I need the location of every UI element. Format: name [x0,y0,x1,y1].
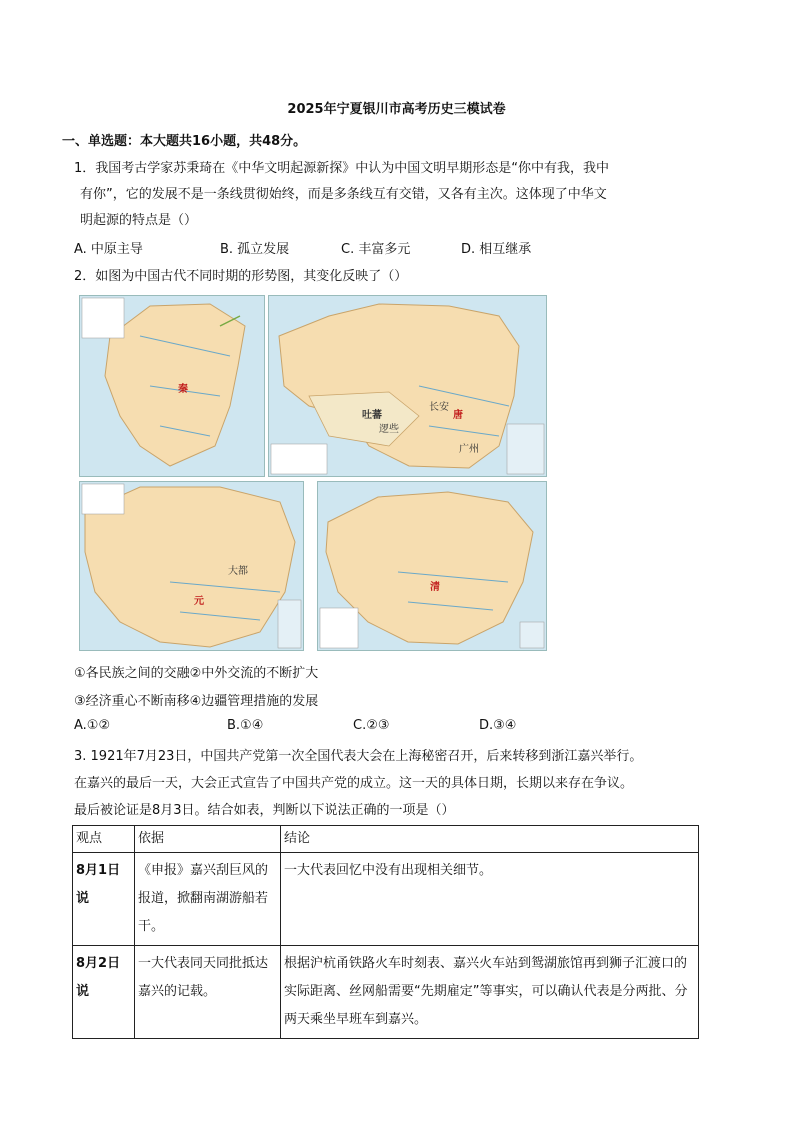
map-tang-label-guangzhou: 广州 [459,444,479,455]
map-qin [79,295,265,477]
q1-line-1: 1．我国考古学家苏秉琦在《中华文明起源新探》中认为中国文明早期形态是“你中有我，我中 [74,161,610,176]
table-header-conclusion: 结论 [281,826,699,853]
table-cell-conclusion: 一大代表回忆中没有出现相关细节。 [281,853,699,946]
table-cell-view: 8月2日说 [73,946,135,1039]
q1-line-3: 明起源的特点是（） [80,213,198,228]
q2-statement-2: ③经济重心不断南移④边疆管理措施的发展 [74,694,319,709]
table-row [73,853,699,946]
q2-stem: 2．如图为中国古代不同时期的形势图，其变化反映了（） [74,269,408,284]
map-qing-dynasty-label: 清 [430,582,440,593]
map-yuan-image [80,482,303,650]
exam-title: 2025年宁夏银川市高考历史三模试卷 [287,102,506,117]
map-yuan-dynasty-label: 元 [194,596,204,607]
table-cell-basis: 一大代表同天同批抵达嘉兴的记载。 [135,946,281,1039]
q2-statement-1: ①各民族之间的交融②中外交流的不断扩大 [74,666,319,681]
q1-option-b[interactable]: B. 孤立发展 [220,242,290,257]
table-row [73,946,699,1039]
q2-option-d[interactable]: D.③④ [479,718,517,733]
map-tang [268,295,547,477]
q2-option-b[interactable]: B.①④ [227,718,264,733]
table-header-row [73,826,699,853]
map-qin-dynasty-label: 秦 [178,384,188,395]
q1-line-2: 有你”，它的发展不是一条线贯彻始终，而是多条线互有交错，又各有主次。这体现了中华文 [80,187,607,202]
map-qing [317,481,547,651]
table-cell-basis: 《申报》嘉兴刮巨风的报道，掀翻南湖游船若干。 [135,853,281,946]
q3-line-1: 3. 1921年7月23日，中国共产党第一次全国代表大会在上海秘密召开，后来转移到浙江嘉兴举行。 [74,749,643,764]
map-yuan-label-dadu: 大都 [228,566,248,577]
map-qin-image [80,296,264,476]
map-yuan [79,481,304,651]
table-header-basis: 依据 [135,826,281,853]
q3-table [72,825,699,1039]
table-cell-view: 8月1日说 [73,853,135,946]
q1-option-a[interactable]: A. 中原主导 [74,242,143,257]
map-tang-dynasty-label: 唐 [453,410,463,421]
map-qing-image [318,482,546,650]
table-header-view: 观点 [73,826,135,853]
q2-options [74,718,516,733]
q3-line-3: 最后被论证是8月3日。结合如表，判断以下说法正确的一项是（） [74,803,455,818]
q1-option-c[interactable]: C. 丰富多元 [341,242,411,257]
section-heading: 一、单选题：本大题共16小题，共48分。 [62,134,307,149]
q1-option-d[interactable]: D. 相互继承 [461,242,532,257]
q2-option-a[interactable]: A.①② [74,718,111,733]
q2-option-c[interactable]: C.②③ [353,718,390,733]
map-tang-label-changan: 长安 [429,402,449,413]
table-cell-conclusion: 根据沪杭甬铁路火车时刻表、嘉兴火车站到鸳湖旅馆再到狮子汇渡口的实际距离、丝网船需要“先期雇定”等事实，可以确认代表是分两批、分两天乘坐早班车到嘉兴。 [281,946,699,1039]
map-tang-label-luoxie: 逻些 [379,424,399,435]
map-tang-image [269,296,546,476]
q1-options [74,238,531,257]
q3-line-2: 在嘉兴的最后一天，大会正式宣告了中国共产党的成立。这一天的具体日期，长期以来存在争议。 [74,776,634,791]
map-tang-label-tubo: 吐蕃 [362,410,382,421]
